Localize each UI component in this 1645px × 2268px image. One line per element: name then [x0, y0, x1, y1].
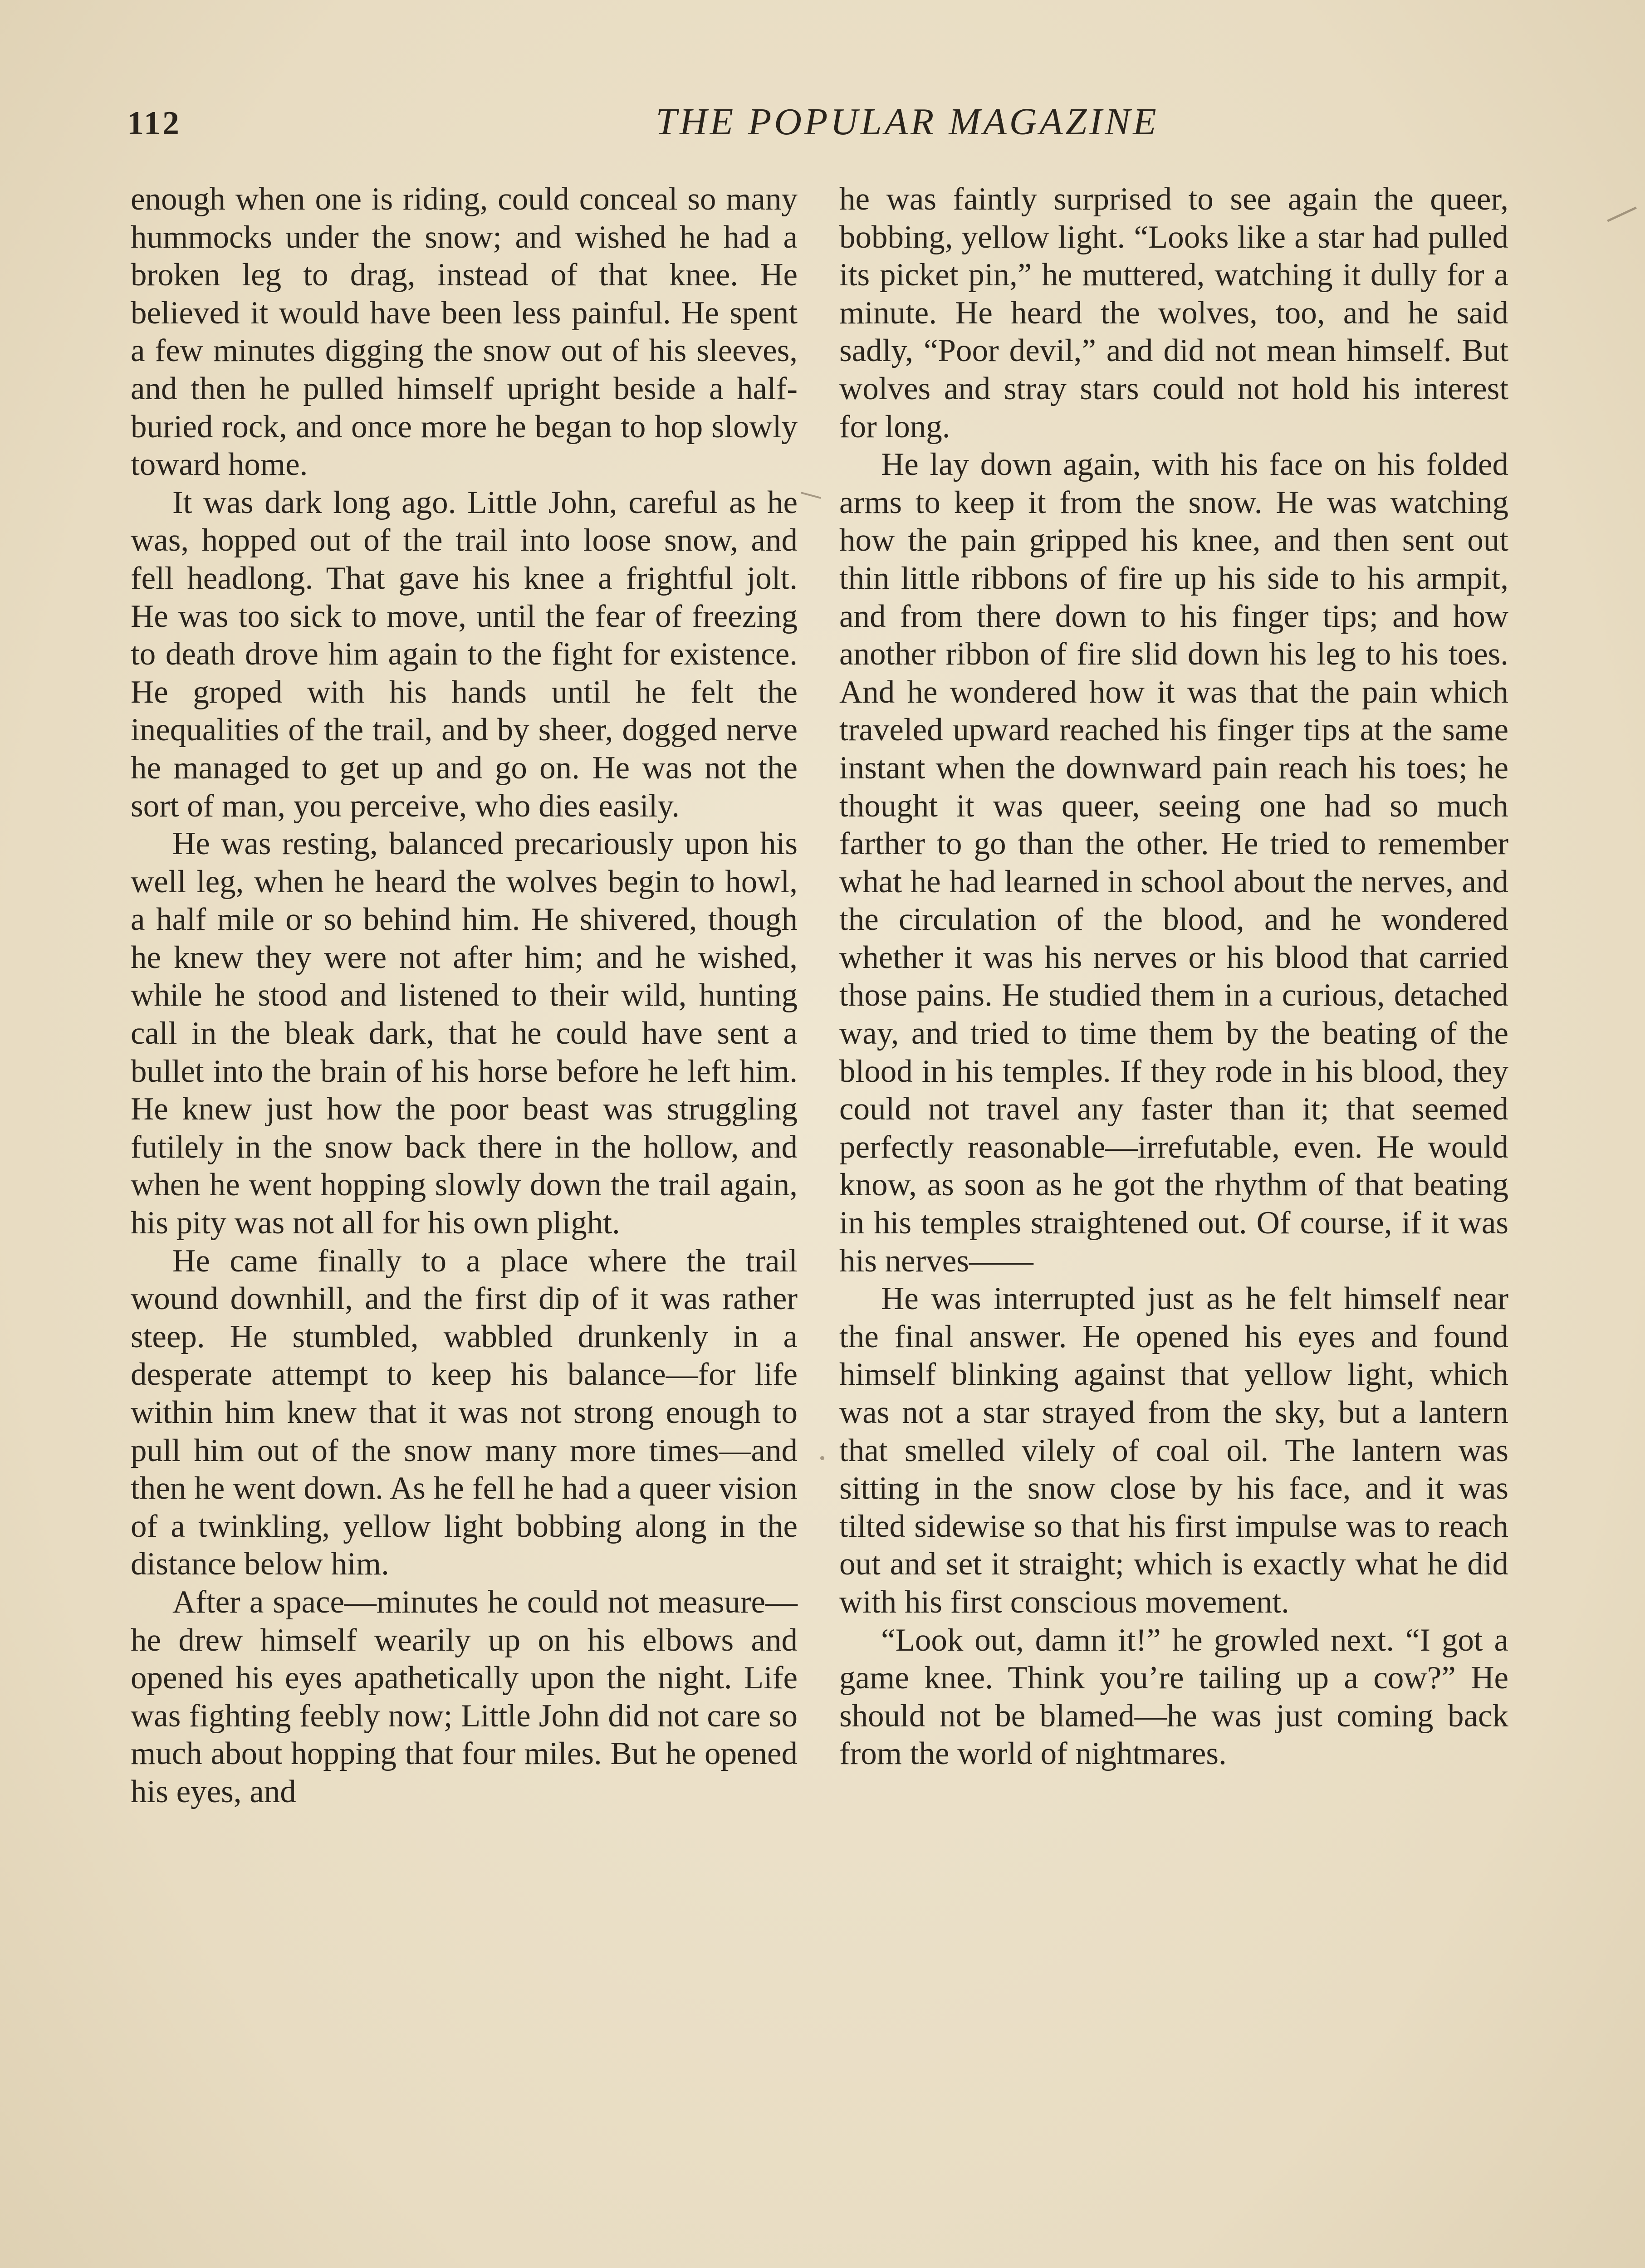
paragraph: He was interrupted just as he felt himself near the final answer. He opened his eyes and found himself blinking against that yellow light, which was not a star strayed from the sky, but a lantern that smelled vilely of coal oil. The lantern was sitting in the snow close by his face, and it was tilted sidewise so that his first impulse was to reach out and set it straight; which is exactly what he did with his first conscious movement. — [839, 1281, 1508, 1620]
paragraph: he was faintly surprised to see again the queer, bobbing, yellow light. “Looks like a star had pulled its picket pin,” he muttered, watching it dully for a minute. He heard the wolves, too, and he said sadly, “Poor devil,” and did not mean himself. But wolves and stray stars could not hold his interest for long. — [839, 181, 1508, 445]
right-column — [839, 181, 1508, 2268]
page-number: 112 — [127, 105, 181, 142]
magazine-title: THE POPULAR MAGAZINE — [656, 101, 1159, 143]
left-column — [131, 181, 798, 2268]
paragraph: “Look out, damn it!” he growled next. “I got a game knee. Think you’re tailing up a cow?” He should not be blamed—he was just coming back from the world of nightmares. — [839, 1622, 1508, 1772]
paragraph: He came finally to a place where the trail wound downhill, and the first dip of it was rather steep. He stumbled, wabbled drunkenly in a desperate attempt to keep his balance—for life within him knew that it was not strong enough to pull him out of the snow many more times—and then he went down. As he fell he had a queer vision of a twinkling, yellow light bobbing along in the distance below him. — [131, 1243, 798, 1582]
page-header — [113, 91, 1520, 154]
paragraph: It was dark long ago. Little John, careful as he was, hopped out of the trail into loose snow, and fell headlong. That gave his knee a frightful jolt. He was too sick to move, until the fear of freezing to death drove him again to the fight for existence. He groped with his hands until he felt the inequalities of the trail, and by sheer, dogged nerve he managed to get up and go on. He was not the sort of man, you perceive, who dies easily. — [131, 484, 798, 824]
paragraph: He was resting, balanced precariously upon his well leg, when he heard the wolves begin to howl, a half mile or so behind him. He shivered, though he knew they were not after him; and he wished, while he stood and listened to their wild, hunting call in the bleak dark, that he could have sent a bullet into the brain of his horse before he left him. He knew just how the poor beast was struggling futilely in the snow back there in the hollow, and when he went hopping slowly down the trail again, his pity was not all for his own plight. — [131, 826, 798, 1241]
paper-speck — [801, 492, 821, 499]
paragraph: He lay down again, with his face on his folded arms to keep it from the snow. He was watching how the pain gripped his knee, and then sent out thin little ribbons of fire up his side to his armpit, and from there down to his finger tips; and how another ribbon of fire slid down his leg to his toes. And he wondered how it was that the pain which traveled upward reached his finger tips at the same instant when the downward pain reach his toes; he thought it was queer, seeing one had so much farther to go than the other. He tried to remember what he had learned in school about the nerves, and the circulation of the blood, and he wondered whether it was his nerves or his blood that carried those pains. He studied them in a curious, detached way, and tried to time them by the beating of the blood in his temples. If they rode in his blood, they could not travel any faster than it; that seemed perfectly reasonable—irrefutable, even. He would know, as soon as he got the rhythm of that beating in his temples straightened out. Of course, if it was his nerves—— — [839, 447, 1508, 1279]
paper-speck — [1607, 206, 1637, 222]
paragraph: After a space—minutes he could not measure—he drew himself wearily up on his elbows and opened his eyes apathetically upon the night. Life was fighting feebly now; Little John did not care so much about hopping that four miles. But he opened his eyes, and — [131, 1584, 798, 1809]
paper-speck — [820, 1456, 824, 1460]
paragraph: enough when one is riding, could conceal so many hummocks under the snow; and wished he had a broken leg to drag, instead of that knee. He believed it would have been less painful. He spent a few minutes digging the snow out of his sleeves, and then he pulled himself upright beside a half-buried rock, and once more he began to hop slowly toward home. — [131, 181, 798, 483]
